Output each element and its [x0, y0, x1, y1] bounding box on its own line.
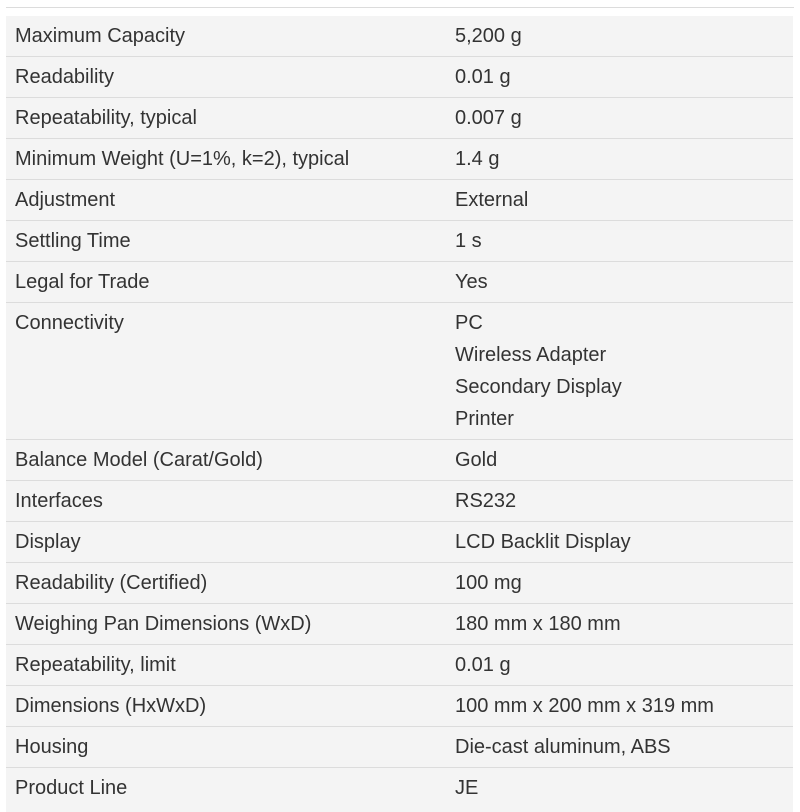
- table-row: [6, 221, 793, 262]
- table-row: [6, 262, 793, 303]
- spec-label: Maximum Capacity: [6, 16, 446, 57]
- connectivity-value: PC: [455, 307, 793, 339]
- specifications-table: [6, 16, 793, 812]
- spec-value: 100 mg: [446, 563, 793, 604]
- spec-value-list: [446, 303, 793, 440]
- table-row: [6, 57, 793, 98]
- table-row: [6, 481, 793, 522]
- connectivity-value: Printer: [455, 403, 793, 435]
- table-row: [6, 180, 793, 221]
- table-row: [6, 16, 793, 57]
- spec-value: RS232: [446, 481, 793, 522]
- spec-label: Minimum Weight (U=1%, k=2), typical: [6, 139, 446, 180]
- spec-value: 0.01 g: [446, 57, 793, 98]
- spec-label: Balance Model (Carat/Gold): [6, 440, 446, 481]
- table-row: [6, 139, 793, 180]
- spec-value: JE: [446, 768, 793, 812]
- spec-label: Connectivity: [6, 303, 446, 440]
- spec-value: Die-cast aluminum, ABS: [446, 727, 793, 768]
- spec-value: 100 mm x 200 mm x 319 mm: [446, 686, 793, 727]
- spec-value: 1.4 g: [446, 139, 793, 180]
- spec-label: Dimensions (HxWxD): [6, 686, 446, 727]
- spec-value: 1 s: [446, 221, 793, 262]
- spec-label: Housing: [6, 727, 446, 768]
- top-divider: [6, 7, 794, 8]
- spec-value: Yes: [446, 262, 793, 303]
- connectivity-value: Wireless Adapter: [455, 339, 793, 371]
- spec-label: Repeatability, limit: [6, 645, 446, 686]
- spec-label: Adjustment: [6, 180, 446, 221]
- spec-value: External: [446, 180, 793, 221]
- spec-label: Legal for Trade: [6, 262, 446, 303]
- spec-value: 180 mm x 180 mm: [446, 604, 793, 645]
- spec-value: LCD Backlit Display: [446, 522, 793, 563]
- spec-label: Repeatability, typical: [6, 98, 446, 139]
- table-row: [6, 522, 793, 563]
- spec-label: Weighing Pan Dimensions (WxD): [6, 604, 446, 645]
- table-row: [6, 303, 793, 440]
- table-row: [6, 440, 793, 481]
- spec-label: Settling Time: [6, 221, 446, 262]
- table-row: [6, 686, 793, 727]
- spec-label: Readability: [6, 57, 446, 98]
- spec-label: Interfaces: [6, 481, 446, 522]
- spec-label: Product Line: [6, 768, 446, 812]
- connectivity-value: Secondary Display: [455, 371, 793, 403]
- table-row: [6, 563, 793, 604]
- spec-label: Readability (Certified): [6, 563, 446, 604]
- table-row: [6, 768, 793, 812]
- table-row: [6, 727, 793, 768]
- spec-label: Display: [6, 522, 446, 563]
- table-row: [6, 604, 793, 645]
- spec-value: 0.01 g: [446, 645, 793, 686]
- spec-value: Gold: [446, 440, 793, 481]
- spec-value: 5,200 g: [446, 16, 793, 57]
- spec-value: 0.007 g: [446, 98, 793, 139]
- table-row: [6, 98, 793, 139]
- table-row: [6, 645, 793, 686]
